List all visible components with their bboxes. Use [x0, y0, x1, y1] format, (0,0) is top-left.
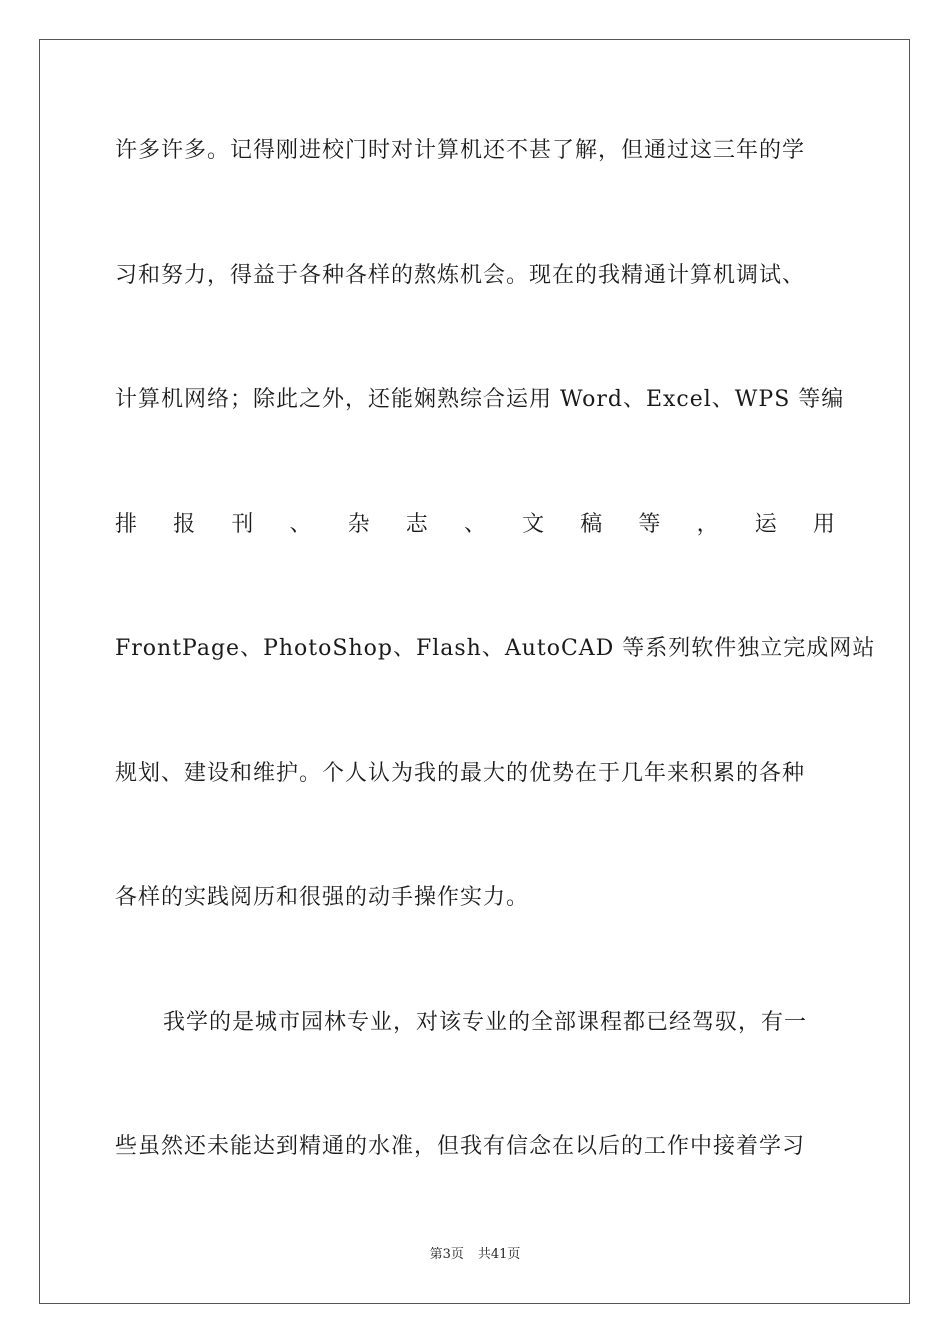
justified-char: 文 — [522, 512, 545, 537]
page-total: 共41页 — [477, 1247, 521, 1262]
justified-char: 等 — [638, 512, 661, 537]
page-footer — [0, 1246, 950, 1264]
paragraph-first-line: 我学的是城市园林专业，对该专业的全部课程都已经驾驭，有一 — [163, 1010, 808, 1035]
text-line: FrontPage、PhotoShop、Flash、AutoCAD 等系列软件独立完成网站 — [115, 636, 876, 661]
justified-char: 报 — [173, 512, 196, 537]
justified-text-line — [115, 510, 835, 540]
text-line: 各样的实践阅历和很强的动手操作实力。 — [115, 885, 530, 910]
justified-char: 、 — [289, 512, 312, 537]
justified-char: 志 — [405, 512, 428, 537]
justified-char: ， — [696, 512, 719, 537]
justified-char: 稿 — [580, 512, 603, 537]
text-line: 习和努力，得益于各种各样的熬炼机会。现在的我精通计算机调试、 — [115, 263, 806, 288]
page-number: 第3页 — [429, 1247, 464, 1262]
justified-char: 刊 — [231, 512, 254, 537]
justified-char: 杂 — [347, 512, 370, 537]
justified-char: 、 — [463, 512, 486, 537]
justified-char: 运 — [754, 512, 777, 537]
page-border — [39, 39, 910, 1304]
justified-char: 排 — [115, 512, 138, 537]
text-line: 些虽然还未能达到精通的水准，但我有信念在以后的工作中接着学习 — [115, 1134, 806, 1159]
text-line: 许多许多。记得刚进校门时对计算机还不甚了解，但通过这三年的学 — [115, 138, 806, 163]
text-line: 计算机网络；除此之外，还能娴熟综合运用 Word、Excel、WPS 等编 — [115, 387, 845, 412]
text-line: 规划、建设和维护。个人认为我的最大的优势在于几年来积累的各种 — [115, 761, 806, 786]
justified-char: 用 — [812, 512, 835, 537]
